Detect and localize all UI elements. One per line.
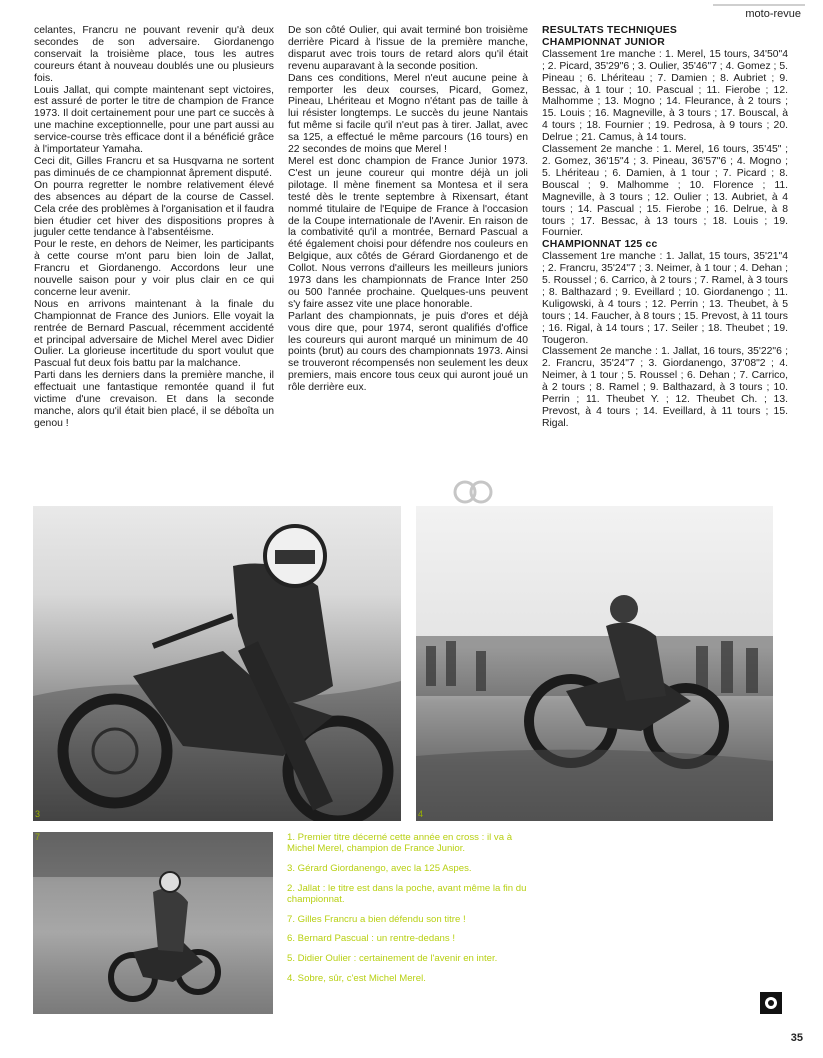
junior-title: CHAMPIONNAT JUNIOR (542, 36, 665, 48)
paragraph: Parlant des championnats, je puis d'ores et déjà vous dire que, pour 1974, seront qualifiés d'office les coureurs qui auront marqué un minimum de 40 points (brut) au cours des championnats 1973. Ainsi se trouveront récompensés non seulement les deux premiers, mais encore tous ceux qui auront joué un rôle derrière eux. (288, 310, 528, 394)
end-mark-icon (760, 992, 782, 1014)
end-mark-logo (760, 992, 782, 1014)
results-column (542, 25, 788, 430)
paragraph: celantes, Francru ne pouvant revenir qu'à deux secondes de son adversaire. Giordanengo conservait la troisième place, tous les autres coureurs étant à nouveau doublés une ou plusieurs fois. (34, 25, 274, 84)
caption: 2. Jallat : le titre est dans la poche, avant même la fin du championnat. (287, 882, 527, 905)
junior-first-heat: Classement 1re manche : 1. Merel, 15 tours, 34'50"4 ; 2. Picard, 35'29"6 ; 3. Oulier, 35'46"7 ; 4. Gomez ; 5. Pineau ; 6. Lhériteau ; 7. Damien ; 8. Aubriet ; 9. Bessac, à 1 tour ; 10. Pascual ; 11. Fierobe ; 12. Malhomme ; 13. Mogno ; 14. Fleurance, à 2 tours ; 15. Louis ; 16. Magneville, à 3 tours ; 17. Bouscal, à 4 tours ; 18. Fournier ; 19. Pedrosa, à 9 tours ; 20. Delrue ; 21. Camus, à 14 tours. (542, 48, 788, 144)
header-rule (713, 4, 805, 6)
photo-rider-track (416, 506, 773, 821)
c125-first-heat: Classement 1re manche : 1. Jallat, 15 tours, 35'21"4 ; 2. Francru, 35'24"7 ; 3. Neimer, à 1 tour ; 4. Dehan ; 5. Roussel ; 6. Carrico, à 2 tours ; 7. Ramel, à 3 tours ; 8. Balthazard ; 9. Eveillard ; 10. Giordanengo ; 11. Kuligowski, à 4 tours ; 12. Perrin ; 13. Theubet, à 5 tours ; 14. Faucher, à 8 tours ; 15. Prevost, à 11 tours ; 16. Rigal, à 14 tours ; 17. Seiler ; 18. Theubet ; 19. Tougeron. (542, 251, 788, 346)
junior-second-heat: Classement 2e manche : 1. Merel, 16 tours, 35'45" ; 2. Gomez, 36'15"4 ; 3. Pineau, 36'57"6 ; 4. Mogno ; 5. Lhériteau ; 6. Damien, à 1 tour ; 7. Picard ; 8. Bouscal ; 9. Malhomme ; 10. Florence ; 11. Magneville, à 3 tours ; 12. Oulier ; 13. Aubriet, à 4 tours ; 14. Pascual ; 15. Fierobe ; 16. Delrue, à 8 tours ; 17. Bessac, à 13 tours ; 18. Louis ; 19. Fournier. (542, 144, 788, 239)
caption: 5. Didier Oulier : certainement de l'avenir en inter. (287, 952, 498, 964)
paragraph: Merel est donc champion de France Junior 1973. C'est un jeune coureur qui montre déjà un joli pilotage. Il mène finement sa Montesa et il sera testé dès le trente septembre à Rixensart, étant nommé titulaire de l'Equipe de France à l'occasion de la Coupe internationale de l'Avenir. En raison de la combativité qu'il a montrée, Bernard Pascual a été également choisi pour défendre nos couleurs en Belgique, aux côtés de Gérard Giordanengo et de Collot. Nous verrons d'ailleurs les meilleurs juniors 1973 dans les championnats de France Inter 250 ou 500 l'année prochaine. Quelques-uns peuvent s'y faire assez vite une place honorable. (288, 155, 528, 310)
paragraph: On pourra regretter le nombre relativement élevé des absences au départ de la course de Cassel. Cela crée des problèmes à l'organisation et il faudra bien étudier cet hiver des dispositions propres à juguler cette tendance à l'absentéisme. (34, 179, 274, 239)
photo-number: 4 (418, 809, 424, 819)
paragraph: Dans ces conditions, Merel n'eut aucune peine à remporter les deux courses, Picard, Gomez, Pineau, Lhériteau et Mogno n'étant pas de taille à lui résister longtemps. Le succès du jeune Nantais fut même si facile qu'il n'eut pas à tirer. Jallat, avec sa 125, a effectué le même parcours (16 tours) en 22 secondes de moins que Merel ! (288, 72, 528, 156)
c125-title: CHAMPIONNAT 125 cc (542, 239, 658, 251)
caption: 7. Gilles Francru a bien défendu son titre ! (287, 913, 466, 925)
article-column-1 (34, 25, 274, 430)
paragraph: Parti dans les derniers dans la première manche, il effectuait une fantastique remontée quand il fut victime d'une crevaison. Et dans la seconde manche, alors qu'il était bien placé, il se déboîta un genou ! (34, 370, 274, 429)
page-number: 35 (790, 1032, 803, 1044)
paragraph: De son côté Oulier, qui avait terminé bon troisième derrière Picard à l'issue de la première manche, disparut avec trois tours de retard alors qu'il était revenu auparavant à la seconde position. (288, 25, 528, 72)
photo-rider-small (33, 832, 273, 1014)
article-column-2 (288, 25, 528, 394)
photo-rider-jump (33, 506, 401, 821)
paragraph: Nous en arrivons maintenant à la finale du Championnat de France des Juniors. Elle voyait la rentrée de Bernard Pascual, récemment accidenté et principal adversaire de Michel Merel avec Didier Oulier. La glorieuse incertitude du sport voulut que Pascual fut deux fois battu par la malchance. (34, 298, 274, 370)
paragraph: Ceci dit, Gilles Francru et sa Husqvarna ne sortent pas diminués de ce championnat âprement disputé. (34, 155, 274, 179)
motocross-rider-image (33, 506, 401, 821)
paragraph: Louis Jallat, qui compte maintenant sept victoires, est assuré de porter le titre de champion de France 1973. Il doit certainement pour une part ce succès à une machine exceptionnelle, pour une part aussi au service-course très efficace dont il a bénéficié grâce à l'importateur Yamaha. (34, 84, 274, 156)
caption: 3. Gérard Giordanengo, avec la 125 Aspes. (287, 862, 472, 874)
caption: 6. Bernard Pascual : un rentre-dedans ! (287, 933, 455, 945)
c125-second-heat: Classement 2e manche : 1. Jallat, 16 tours, 35'22"6 ; 2. Francru, 35'24"7 ; 3. Giordanengo, 37'08"2 ; 4. Neimer, à 1 tour ; 5. Roussel ; 6. Dehan ; 7. Carrico, à 2 tours ; 8. Ramel ; 9. Balthazard, à 3 tours ; 10. Perrin ; 11. Theubet Y. ; 12. Theubet Ch. ; 13. Prevost, à 4 tours ; 14. Eveillard, à 11 tours ; 15. Rigal. (542, 346, 788, 429)
photo-captions (287, 832, 535, 992)
motocross-track-image (416, 506, 773, 821)
results-title: RESULTATS TECHNIQUES (542, 25, 678, 36)
photo-number: 3 (35, 809, 41, 819)
motocross-rider-small-image (33, 832, 273, 1014)
caption: 4. Sobre, sûr, c'est Michel Merel. (287, 972, 426, 984)
paragraph: Pour le reste, en dehors de Neimer, les participants à cette course m'ont paru bien loin de Jallat, Francru et Giordanengo. Accordons leur une nouvelle saison pour y voir plus clair en ce qui concerne leur avenir. (34, 239, 274, 298)
caption: 1. Premier titre décerné cette année en cross : il va à Michel Merel, champion de France Junior. (287, 832, 513, 855)
photo-number: 7 (35, 832, 41, 842)
magazine-name: moto-revue (745, 8, 801, 20)
